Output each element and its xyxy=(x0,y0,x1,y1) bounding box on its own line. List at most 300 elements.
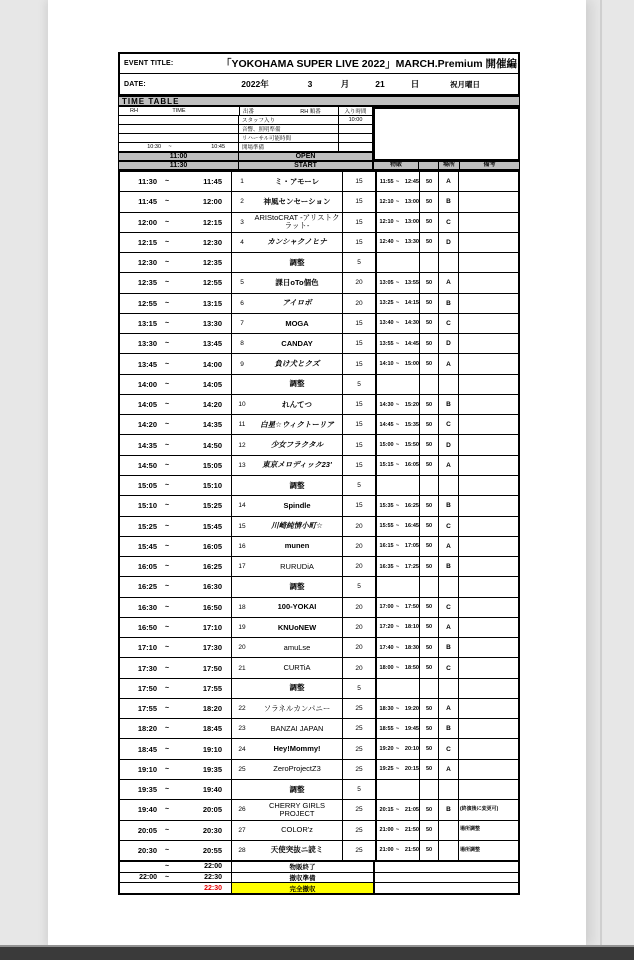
schedule-row xyxy=(120,253,518,273)
act-number: 5 xyxy=(240,279,244,287)
schedule-row xyxy=(120,375,518,395)
act-start-time: 16:30 xyxy=(137,602,157,612)
merch-note xyxy=(458,679,518,698)
act-start-time: 18:45 xyxy=(137,744,157,754)
act-name: 調整 xyxy=(289,480,305,490)
tilde: ~ xyxy=(164,198,170,206)
act-start-time: 16:25 xyxy=(137,582,157,592)
merch-note xyxy=(458,496,518,515)
tilde: ~ xyxy=(395,665,400,671)
footer-empty-cells xyxy=(375,873,518,883)
merch-start-time: 14:30 xyxy=(379,401,394,408)
footer-empty-cells xyxy=(375,883,518,893)
act-duration: 15 xyxy=(342,213,375,232)
act-duration: 25 xyxy=(342,841,375,860)
tilde: ~ xyxy=(395,239,400,246)
tilde: ~ xyxy=(164,340,170,348)
act-duration: 15 xyxy=(342,496,375,515)
act-name: KNUoNEW xyxy=(277,622,317,632)
merch-start-time: 17:00 xyxy=(379,604,394,611)
act-number: 13 xyxy=(238,461,246,469)
tilde: ~ xyxy=(395,178,400,185)
merch-note xyxy=(458,334,518,353)
merch-start-time: 21:00 xyxy=(379,827,394,834)
merch-time xyxy=(375,415,419,434)
merch-place xyxy=(438,841,458,860)
open-label: OPEN xyxy=(295,153,316,160)
tilde: ~ xyxy=(395,219,400,226)
act-start-time: 14:35 xyxy=(137,440,157,450)
merch-note xyxy=(458,415,518,434)
act-number: 12 xyxy=(238,441,246,449)
prep-label: 音響、照明準備 xyxy=(239,125,339,133)
merch-duration xyxy=(419,375,438,394)
act-end-time: 14:00 xyxy=(177,354,232,373)
tilde: ~ xyxy=(164,279,170,287)
tilde: ~ xyxy=(164,725,170,733)
merch-note xyxy=(458,172,518,191)
act-number: 15 xyxy=(238,522,246,530)
prep-entry-time: 10:00 xyxy=(348,117,363,123)
merch-note xyxy=(458,476,518,495)
schedule-row xyxy=(120,294,518,314)
act-start-time: 12:35 xyxy=(137,278,157,288)
merch-note: 場所調整 xyxy=(458,821,518,840)
footer-end-time: 22:30 xyxy=(177,883,232,893)
act-duration: 5 xyxy=(342,476,375,495)
act-number: 19 xyxy=(238,623,246,631)
prep-label: 開場準備 xyxy=(239,143,339,151)
act-start-time: 15:05 xyxy=(137,481,157,491)
tilde: ~ xyxy=(164,863,170,871)
act-end-time: 20:05 xyxy=(177,800,232,819)
act-name: ソラネルカンパニー xyxy=(263,703,331,713)
merch-end-time: 14:15 xyxy=(404,300,419,307)
tilde: ~ xyxy=(164,259,170,267)
merch-note xyxy=(458,780,518,799)
schedule-row xyxy=(120,456,518,476)
merch-duration: 50 xyxy=(419,172,438,191)
merch-end-time: 17:50 xyxy=(404,604,419,611)
schedule-row xyxy=(120,699,518,719)
act-name: 少女フラクタル xyxy=(270,440,324,450)
footer-start-time xyxy=(120,862,157,872)
merch-start-time: 18:30 xyxy=(379,705,394,712)
date-value xyxy=(220,78,518,90)
merch-start-time: 19:20 xyxy=(379,746,394,753)
merch-time xyxy=(375,577,419,596)
merch-end-time: 18:30 xyxy=(404,644,419,651)
tilde: ~ xyxy=(164,401,170,409)
prep-start-time: 10:30 xyxy=(147,144,161,150)
act-duration: 15 xyxy=(342,435,375,454)
act-start-time: 16:50 xyxy=(137,622,157,632)
merch-time xyxy=(375,435,419,454)
merch-duration: 50 xyxy=(419,699,438,718)
merch-duration: 50 xyxy=(419,233,438,252)
tilde: ~ xyxy=(164,684,170,692)
merch-duration: 50 xyxy=(419,658,438,677)
col-rh: RH xyxy=(130,108,138,114)
merch-time xyxy=(375,598,419,617)
act-number: 22 xyxy=(238,705,246,713)
schedule-row xyxy=(120,395,518,415)
act-duration: 20 xyxy=(342,658,375,677)
act-number xyxy=(232,679,252,698)
act-start-time: 12:55 xyxy=(137,298,157,308)
merch-duration: 50 xyxy=(419,760,438,779)
merch-place: A xyxy=(438,172,458,191)
merch-place: B xyxy=(438,719,458,738)
footer-end-time: 22:00 xyxy=(177,862,232,872)
act-end-time: 14:35 xyxy=(177,415,232,434)
tilde: ~ xyxy=(164,502,170,510)
act-number xyxy=(232,375,252,394)
merch-duration xyxy=(419,780,438,799)
merch-place: D xyxy=(438,334,458,353)
act-name: amuLse xyxy=(283,642,311,652)
act-start-time: 11:45 xyxy=(138,197,157,207)
act-end-time: 18:45 xyxy=(177,719,232,738)
act-number: 8 xyxy=(240,340,244,348)
act-duration: 5 xyxy=(342,679,375,698)
tilde: ~ xyxy=(395,705,400,712)
act-duration: 5 xyxy=(342,253,375,272)
act-start-time: 19:10 xyxy=(137,764,157,774)
merch-end-time: 14:45 xyxy=(404,340,419,347)
tilde: ~ xyxy=(395,543,400,550)
act-start-time: 17:30 xyxy=(137,663,157,673)
schedule-row xyxy=(120,496,518,516)
merch-duration xyxy=(419,679,438,698)
merch-end-time: 20:10 xyxy=(404,746,419,753)
footer-label: 物販終了 xyxy=(232,862,375,872)
act-number: 6 xyxy=(240,299,244,307)
prep-label: リハーサル可能時間 xyxy=(239,134,339,142)
act-name: アイロボ xyxy=(282,298,312,308)
act-end-time: 12:30 xyxy=(177,233,232,252)
tilde: ~ xyxy=(395,279,400,286)
tilde: ~ xyxy=(164,380,170,388)
prep-entry-time xyxy=(339,125,372,133)
tilde: ~ xyxy=(395,806,400,813)
merch-end-time: 13:00 xyxy=(404,198,419,205)
merch-duration: 50 xyxy=(419,273,438,292)
tilde: ~ xyxy=(395,563,400,570)
date-label: DATE: xyxy=(124,80,146,88)
tilde: ~ xyxy=(395,462,400,469)
prep-time xyxy=(119,125,239,133)
merch-place: A xyxy=(438,760,458,779)
tilde: ~ xyxy=(395,361,400,368)
tilde: ~ xyxy=(164,786,170,794)
merch-start-time: 12:10 xyxy=(379,198,394,205)
merch-place: D xyxy=(438,435,458,454)
merch-place: C xyxy=(438,598,458,617)
act-name: 白星☆ウィクトーリア xyxy=(260,419,334,429)
merch-start-time: 15:35 xyxy=(379,502,394,509)
merch-end-time: 15:35 xyxy=(404,421,419,428)
merch-end-time: 19:20 xyxy=(404,705,419,712)
merch-place: A xyxy=(438,618,458,637)
schedule-row xyxy=(120,172,518,192)
schedule-row xyxy=(120,658,518,678)
place-col-header: 場所 xyxy=(439,162,460,169)
merch-start-time: 21:00 xyxy=(379,847,394,854)
merch-start-time: 19:25 xyxy=(379,766,394,773)
schedule-row xyxy=(120,557,518,577)
act-end-time: 15:05 xyxy=(177,456,232,475)
merch-duration: 50 xyxy=(419,841,438,860)
act-number: 27 xyxy=(238,826,246,834)
act-number: 17 xyxy=(238,563,246,571)
merch-time xyxy=(375,172,419,191)
act-number: 23 xyxy=(238,725,246,733)
schedule-row xyxy=(120,233,518,253)
merch-time xyxy=(375,517,419,536)
merch-duration: 50 xyxy=(419,557,438,576)
merch-note xyxy=(458,537,518,556)
act-end-time: 11:45 xyxy=(177,172,232,191)
merch-place xyxy=(438,679,458,698)
prep-row xyxy=(119,125,372,134)
act-number: 25 xyxy=(238,765,246,773)
act-duration: 15 xyxy=(342,192,375,211)
merch-time xyxy=(375,476,419,495)
act-start-time: 12:00 xyxy=(137,217,157,227)
tilde: ~ xyxy=(395,523,400,530)
merch-time xyxy=(375,354,419,373)
act-duration: 20 xyxy=(342,618,375,637)
tilde: ~ xyxy=(164,745,170,753)
merch-duration: 50 xyxy=(419,496,438,515)
merch-time xyxy=(375,253,419,272)
act-name: 調整 xyxy=(289,582,305,591)
act-name: 調整 xyxy=(289,683,305,693)
merch-start-time: 15:55 xyxy=(379,523,394,530)
prep-row xyxy=(119,143,372,152)
merch-end-time: 21:50 xyxy=(404,827,419,834)
merch-note xyxy=(458,456,518,475)
act-start-time: 19:40 xyxy=(137,805,157,815)
act-name: Spindle xyxy=(283,500,311,510)
merch-start-time: 16:35 xyxy=(379,563,394,570)
act-number: 21 xyxy=(238,664,246,672)
act-number: 26 xyxy=(238,806,246,814)
schedule-row xyxy=(120,517,518,537)
merch-duration: 50 xyxy=(419,354,438,373)
schedule-row xyxy=(120,821,518,841)
merch-time xyxy=(375,456,419,475)
merch-note xyxy=(458,213,518,232)
tilde: ~ xyxy=(395,827,400,834)
act-end-time: 14:50 xyxy=(177,435,232,454)
act-duration: 15 xyxy=(342,314,375,333)
act-end-time: 13:45 xyxy=(177,334,232,353)
schedule-row xyxy=(120,213,518,233)
merch-note xyxy=(458,395,518,414)
bottom-dark-band xyxy=(0,945,634,960)
act-name: COLOR'z xyxy=(281,825,313,835)
merch-time xyxy=(375,557,419,576)
merch-duration: 50 xyxy=(419,395,438,414)
schedule-row xyxy=(120,273,518,293)
act-number xyxy=(232,780,252,799)
merch-start-time: 15:00 xyxy=(379,442,394,449)
act-number: 10 xyxy=(238,401,246,409)
merch-duration: 50 xyxy=(419,618,438,637)
act-end-time: 17:30 xyxy=(177,638,232,657)
tilde: ~ xyxy=(164,522,170,530)
merch-place xyxy=(438,821,458,840)
merch-note: (終演後に変更可) xyxy=(458,800,518,819)
schedule-row xyxy=(120,841,518,860)
act-end-time: 18:20 xyxy=(177,699,232,718)
act-name: munen xyxy=(284,541,310,551)
act-duration: 15 xyxy=(342,354,375,373)
act-name: 調整 xyxy=(289,784,305,794)
merch-time xyxy=(375,233,419,252)
merch-place xyxy=(438,253,458,272)
merch-time xyxy=(375,213,419,232)
tilde: ~ xyxy=(395,198,400,205)
tilde: ~ xyxy=(164,441,170,449)
act-end-time: 14:05 xyxy=(177,375,232,394)
date-month-unit: 月 xyxy=(340,79,350,89)
merch-note xyxy=(458,253,518,272)
schedule-table xyxy=(118,170,520,862)
merch-start-time: 11:55 xyxy=(379,178,394,185)
date-note: 祝月曜日 xyxy=(450,79,480,89)
merch-time xyxy=(375,679,419,698)
merch-place: A xyxy=(438,537,458,556)
schedule-row xyxy=(120,334,518,354)
merch-duration: 50 xyxy=(419,517,438,536)
act-start-time: 11:30 xyxy=(138,177,157,187)
act-end-time: 16:50 xyxy=(177,598,232,617)
prep-time xyxy=(119,116,239,124)
tilde: ~ xyxy=(164,846,170,854)
act-start-time: 20:30 xyxy=(137,845,157,855)
merch-duration: 50 xyxy=(419,638,438,657)
merch-end-time: 21:50 xyxy=(404,847,419,854)
act-number xyxy=(232,253,252,272)
merch-place: C xyxy=(438,739,458,758)
merch-time xyxy=(375,841,419,860)
schedule-row xyxy=(120,780,518,800)
merch-end-time: 20:15 xyxy=(404,766,419,773)
act-end-time: 13:30 xyxy=(177,314,232,333)
merch-note xyxy=(458,294,518,313)
act-number: 14 xyxy=(238,502,246,510)
tilde: ~ xyxy=(395,604,400,611)
merch-place: B xyxy=(438,395,458,414)
prep-end-time: 10:45 xyxy=(211,144,225,150)
merch-place: C xyxy=(438,213,458,232)
date-year: 2022年 xyxy=(241,79,269,89)
timetable-sheet xyxy=(48,0,586,947)
merch-note xyxy=(458,517,518,536)
act-end-time: 17:55 xyxy=(177,679,232,698)
merch-note xyxy=(458,739,518,758)
act-end-time: 13:15 xyxy=(177,294,232,313)
act-start-time: 14:50 xyxy=(137,460,157,470)
act-duration: 15 xyxy=(342,334,375,353)
merch-place: A xyxy=(438,354,458,373)
merch-note xyxy=(458,557,518,576)
merch-time xyxy=(375,638,419,657)
prep-entry-time xyxy=(339,143,372,151)
prep-header-performer xyxy=(240,107,339,115)
merch-note xyxy=(458,598,518,617)
act-name: カンシャクノヒナ xyxy=(267,237,327,247)
footer-row xyxy=(120,862,518,873)
act-duration: 20 xyxy=(342,557,375,576)
act-number: 11 xyxy=(238,421,246,429)
merch-end-time: 16:05 xyxy=(404,462,419,469)
act-number: 1 xyxy=(240,178,244,186)
merch-start-time: 16:15 xyxy=(379,543,394,550)
merch-duration: 50 xyxy=(419,537,438,556)
merch-place: A xyxy=(438,273,458,292)
schedule-row xyxy=(120,618,518,638)
act-duration: 15 xyxy=(342,415,375,434)
act-end-time: 14:20 xyxy=(177,395,232,414)
act-duration: 5 xyxy=(342,780,375,799)
act-duration: 20 xyxy=(342,638,375,657)
tilde: ~ xyxy=(164,299,170,307)
act-number: 20 xyxy=(238,644,246,652)
timetable-section-title: TIME TABLE xyxy=(118,96,520,107)
act-name: 負け犬とクズ xyxy=(274,359,320,369)
prep-time xyxy=(119,134,239,142)
tilde: ~ xyxy=(164,542,170,550)
prep-header-time xyxy=(119,107,240,115)
act-duration: 15 xyxy=(342,172,375,191)
schedule-row xyxy=(120,476,518,496)
act-number: 28 xyxy=(238,846,246,854)
act-name: 調整 xyxy=(289,379,305,389)
footer-table xyxy=(118,862,520,895)
col-entry-time: 入り時間 xyxy=(344,109,367,115)
merch-duration: 50 xyxy=(419,314,438,333)
act-duration: 20 xyxy=(342,294,375,313)
merch-duration xyxy=(419,577,438,596)
act-duration: 25 xyxy=(342,719,375,738)
act-end-time: 15:45 xyxy=(177,517,232,536)
footer-start-time: 22:00 xyxy=(139,874,157,881)
merch-start-time: 12:10 xyxy=(379,219,394,226)
tilde: ~ xyxy=(164,238,170,246)
merch-place xyxy=(438,375,458,394)
merch-start-time: 13:55 xyxy=(379,340,394,347)
merch-duration: 50 xyxy=(419,294,438,313)
act-name: 100-YOKAI xyxy=(277,602,317,612)
merch-end-time: 16:25 xyxy=(404,502,419,509)
act-name: Hey!Mommy! xyxy=(273,744,321,754)
footer-end-time: 22:30 xyxy=(177,873,232,883)
act-start-time: 17:55 xyxy=(137,704,157,714)
act-end-time: 12:55 xyxy=(177,273,232,292)
prep-label: スタッフ入り xyxy=(239,116,339,124)
merch-start-time: 17:20 xyxy=(379,624,394,631)
merch-place: B xyxy=(438,294,458,313)
footer-row xyxy=(120,883,518,893)
tilde: ~ xyxy=(395,401,400,408)
act-start-time: 20:05 xyxy=(137,825,157,835)
schedule-row xyxy=(120,760,518,780)
act-start-time: 15:25 xyxy=(137,521,157,531)
